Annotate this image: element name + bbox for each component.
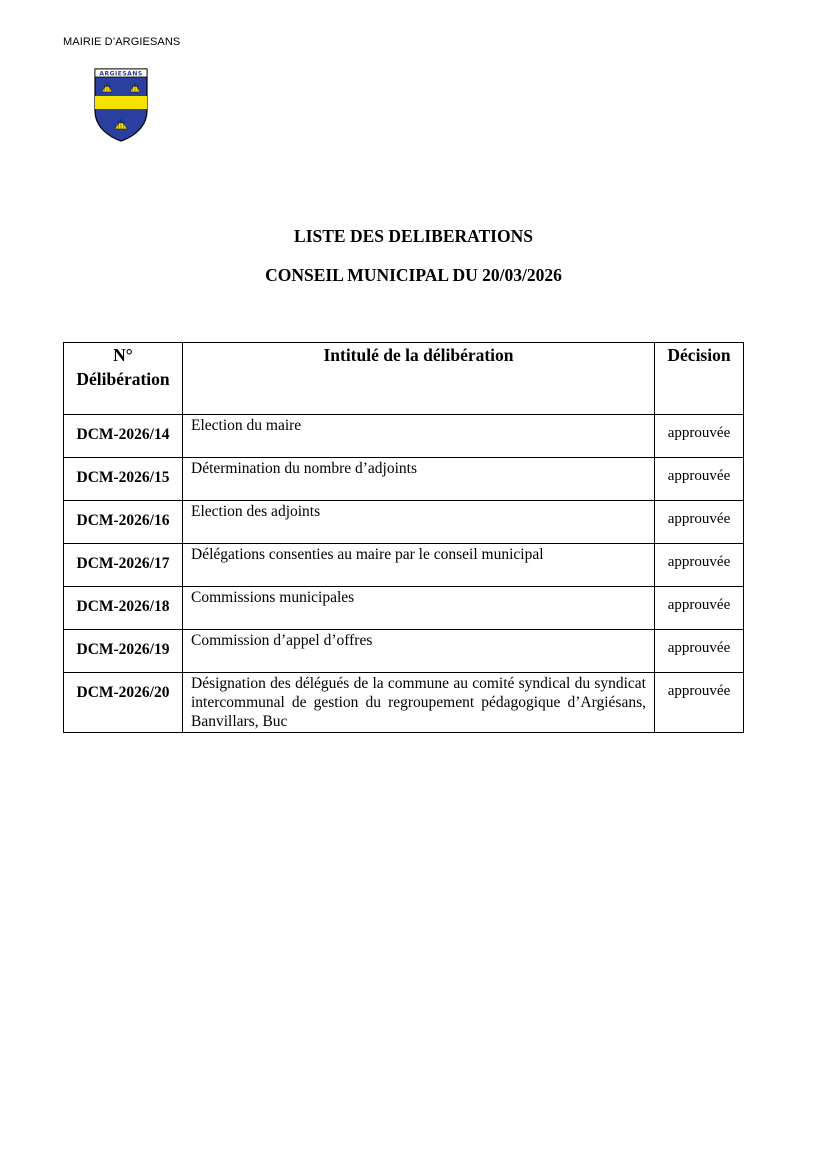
coat-of-arms-icon bbox=[93, 67, 149, 142]
table-header-row bbox=[64, 343, 744, 415]
table-row bbox=[64, 501, 744, 544]
deliberation-title: Commission d’appel d’offres bbox=[183, 630, 655, 673]
svg-text:ARGIESANS: ARGIESANS bbox=[99, 70, 143, 78]
deliberation-number: DCM-2026/18 bbox=[64, 587, 183, 630]
column-header-decision: Décision bbox=[655, 343, 744, 415]
document-title: LISTE DES DELIBERATIONS bbox=[294, 226, 533, 246]
document-subtitle: CONSEIL MUNICIPAL DU 20/03/2026 bbox=[265, 265, 562, 285]
deliberation-number: DCM-2026/17 bbox=[64, 544, 183, 587]
table-row bbox=[64, 587, 744, 630]
deliberation-decision: approuvée bbox=[655, 673, 744, 733]
table-row bbox=[64, 673, 744, 733]
deliberation-decision: approuvée bbox=[655, 587, 744, 630]
deliberation-decision: approuvée bbox=[655, 630, 744, 673]
deliberation-title: Election du maire bbox=[183, 415, 655, 458]
deliberation-number: DCM-2026/16 bbox=[64, 501, 183, 544]
organization-name: MAIRIE D’ARGIESANS bbox=[63, 36, 181, 48]
deliberation-decision: approuvée bbox=[655, 458, 744, 501]
deliberation-number: DCM-2026/20 bbox=[64, 673, 183, 733]
deliberations-table bbox=[63, 342, 744, 733]
deliberation-title: Détermination du nombre d’adjoints bbox=[183, 458, 655, 501]
deliberation-title: Election des adjoints bbox=[183, 501, 655, 544]
column-header-number: N° Délibération bbox=[64, 343, 183, 415]
deliberation-decision: approuvée bbox=[655, 415, 744, 458]
deliberation-title: Commissions municipales bbox=[183, 587, 655, 630]
deliberation-decision: approuvée bbox=[655, 501, 744, 544]
table-row bbox=[64, 544, 744, 587]
deliberation-title: Délégations consenties au maire par le conseil municipal bbox=[183, 544, 655, 587]
table-row bbox=[64, 630, 744, 673]
deliberation-decision: approuvée bbox=[655, 544, 744, 587]
column-header-title: Intitulé de la délibération bbox=[183, 343, 655, 415]
deliberation-title: Désignation des délégués de la commune au comité syndical du syndicat intercommunal de gestion du regroupement pédagogique d’Argiésans, Banvillars, Buc bbox=[183, 673, 655, 733]
deliberation-number: DCM-2026/19 bbox=[64, 630, 183, 673]
deliberation-number: DCM-2026/15 bbox=[64, 458, 183, 501]
deliberation-number: DCM-2026/14 bbox=[64, 415, 183, 458]
table-row bbox=[64, 415, 744, 458]
table-row bbox=[64, 458, 744, 501]
